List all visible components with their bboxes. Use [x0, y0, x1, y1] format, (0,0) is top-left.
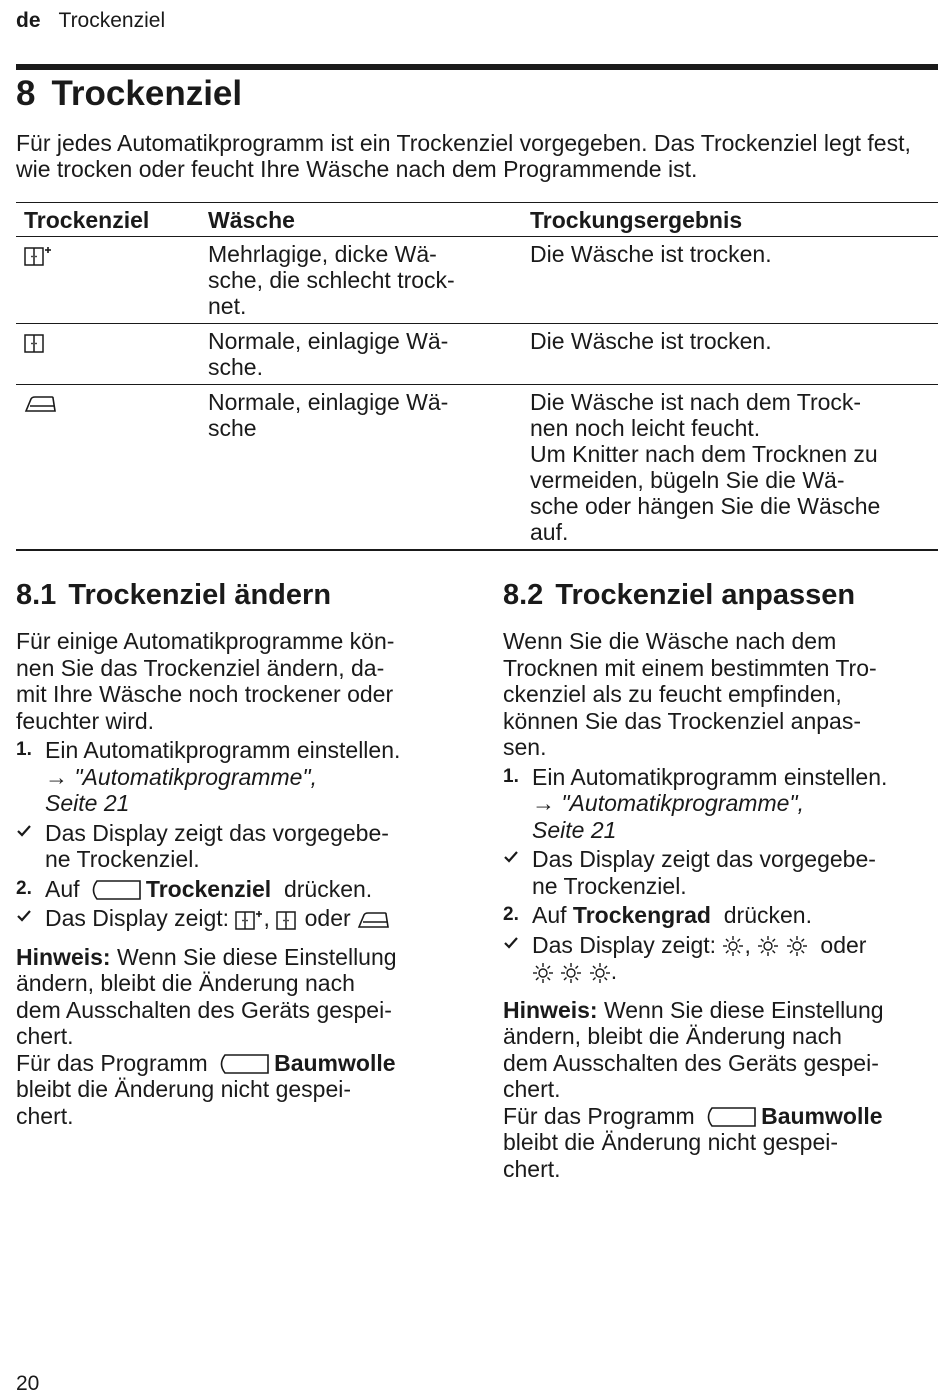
- note-label: Hinweis:: [16, 943, 111, 970]
- iron-dry-icon: [24, 393, 58, 415]
- cupboard-dry-icon: [276, 909, 298, 931]
- step-number: 2.: [503, 904, 519, 925]
- table-header-row: [16, 203, 938, 237]
- sun-icon: [786, 935, 808, 957]
- program-label: Baumwolle: [274, 1049, 396, 1076]
- step-number: 1.: [503, 765, 519, 787]
- step-2: [503, 902, 939, 929]
- end-period: .: [610, 958, 618, 984]
- section-title: Trockenziel ändern: [68, 579, 332, 611]
- step-text-pre: Auf: [45, 875, 80, 902]
- checkmark-icon: [503, 849, 519, 865]
- step-1: [503, 764, 939, 844]
- chapter-heading: [16, 74, 242, 114]
- section-paragraph: Für einige Automatikprogramme kön- nen Sie das Trockenziel ändern, da- mit Ihre Wäsche noch trockener oder feuchter wird.: [16, 628, 395, 734]
- section-8-2: [503, 578, 939, 1182]
- col-header-laundry: Wäsche: [200, 203, 522, 237]
- sun-icon: [722, 935, 744, 957]
- step-text-post: drücken.: [723, 902, 812, 928]
- sun-icon: [560, 962, 582, 984]
- chapter-number: 8: [16, 74, 36, 113]
- sun-icon: [589, 962, 611, 984]
- separator-comma: ,: [263, 905, 270, 931]
- step-number: 1.: [16, 739, 32, 760]
- button-label: Trockenziel: [145, 875, 272, 902]
- cross-reference-link[interactable]: [532, 790, 804, 843]
- button-shape-icon: [703, 1106, 757, 1128]
- step-number: 2.: [16, 877, 32, 899]
- step-text-post: drücken.: [283, 875, 373, 902]
- section-8-1: [16, 578, 452, 1129]
- chapter-intro: Für jedes Automatikprogramm ist ein Trockenziel vorgegeben. Das Trockenziel legt fest, wie trocken oder feucht Ihre Wäsche nach dem Programmende ist.: [16, 130, 911, 182]
- result-1: [503, 846, 939, 899]
- language-code: de: [16, 9, 41, 32]
- laundry-cell: Normale, einlagige Wä- sche.: [200, 324, 522, 385]
- button-label: Trockengrad: [572, 902, 711, 928]
- result-cell: Die Wäsche ist trocken.: [522, 324, 938, 385]
- separator-comma: ,: [744, 931, 751, 958]
- manual-page: [16, 0, 938, 1400]
- table-row: [16, 385, 938, 551]
- cross-reference-link[interactable]: [45, 764, 317, 817]
- section-title: Trockenziel anpassen: [555, 579, 856, 611]
- section-heading: [16, 578, 452, 612]
- iron-dry-icon: [357, 909, 391, 931]
- reference-text: "Automatikprogramme", Seite 21: [532, 790, 804, 843]
- col-header-target: Trockenziel: [16, 203, 200, 237]
- result-cell: Die Wäsche ist trocken.: [522, 237, 938, 324]
- result-text: Das Display zeigt das vorgegebe- ne Trockenziel.: [45, 819, 389, 872]
- sun-icon: [532, 962, 554, 984]
- checkmark-icon: [503, 935, 519, 951]
- result-cell: Die Wäsche ist nach dem Trock- nen noch leicht feucht. Um Knitter nach dem Trocknen zu vermeiden, bügeln Sie die Wä- sche oder hängen Sie die Wäsche auf.: [522, 385, 938, 551]
- note2-post: bleibt die Änderung nicht gespei- chert.: [503, 1129, 839, 1182]
- step-text-pre: Auf: [532, 902, 567, 928]
- note2-post: bleibt die Änderung nicht gespei- chert.: [16, 1076, 352, 1129]
- result-2: [16, 905, 452, 932]
- laundry-cell: Mehrlagige, dicke Wä- sche, die schlecht trock- net.: [200, 237, 522, 324]
- table-row: [16, 324, 938, 385]
- note2-pre: Für das Programm: [503, 1102, 695, 1129]
- checkmark-icon: [16, 823, 32, 839]
- section-number: 8.1: [16, 579, 57, 611]
- note2-pre: Für das Programm: [16, 1049, 208, 1076]
- checkmark-icon: [16, 908, 32, 924]
- step-1: [16, 737, 452, 817]
- note-text: Wenn Sie diese Einstellung ändern, bleibt die Änderung nach dem Ausschalten des Geräts gespei- chert.: [503, 996, 884, 1102]
- program-label: Baumwolle: [761, 1102, 883, 1129]
- running-header: [16, 9, 165, 33]
- reference-text: "Automatikprogramme", Seite 21: [45, 763, 317, 816]
- button-shape-icon: [88, 879, 142, 901]
- note-text: Wenn Sie diese Einstellung ändern, bleibt die Änderung nach dem Ausschalten des Geräts gespei- chert.: [16, 943, 397, 1049]
- page-number: 20: [16, 1372, 40, 1395]
- result-text: Das Display zeigt:: [532, 931, 717, 958]
- target-cell: [16, 324, 200, 385]
- or-text: oder: [820, 931, 867, 958]
- result-text: Das Display zeigt das vorgegebe- ne Trockenziel.: [532, 846, 876, 899]
- extra-dry-icon: [235, 909, 263, 931]
- result-1: [16, 820, 452, 873]
- section-paragraph: Wenn Sie die Wäsche nach dem Trocknen mit einem bestimmten Tro- ckenziel als zu feucht empfinden, können Sie das Trockenziel anpas- sen.: [503, 628, 877, 760]
- button-shape-icon: [216, 1053, 270, 1075]
- sun-icon: [757, 935, 779, 957]
- section-number: 8.2: [503, 579, 544, 611]
- step-text: Ein Automatikprogramm einstellen.: [532, 763, 888, 790]
- chapter-title: Trockenziel: [51, 74, 243, 113]
- note-block: [503, 997, 939, 1183]
- or-text: oder: [304, 905, 351, 931]
- table-row: [16, 237, 938, 324]
- drying-target-table: [16, 202, 938, 551]
- note-label: Hinweis:: [503, 996, 598, 1023]
- result-text: Das Display zeigt:: [45, 905, 230, 931]
- arrow-icon: →: [45, 763, 68, 790]
- target-cell: [16, 385, 200, 551]
- running-section-title: Trockenziel: [58, 9, 166, 32]
- step-2: [16, 876, 452, 903]
- arrow-icon: →: [532, 790, 555, 816]
- extra-dry-icon: [24, 245, 52, 267]
- target-cell: [16, 237, 200, 324]
- header-rule: [16, 64, 938, 70]
- laundry-cell: Normale, einlagige Wä- sche: [200, 385, 522, 551]
- col-header-result: Trockungsergebnis: [522, 203, 938, 237]
- section-heading: [503, 578, 939, 612]
- cupboard-dry-icon: [24, 332, 46, 354]
- step-text: Ein Automatikprogramm einstellen.: [45, 737, 401, 763]
- result-2: [503, 932, 939, 985]
- note-block: [16, 944, 452, 1130]
